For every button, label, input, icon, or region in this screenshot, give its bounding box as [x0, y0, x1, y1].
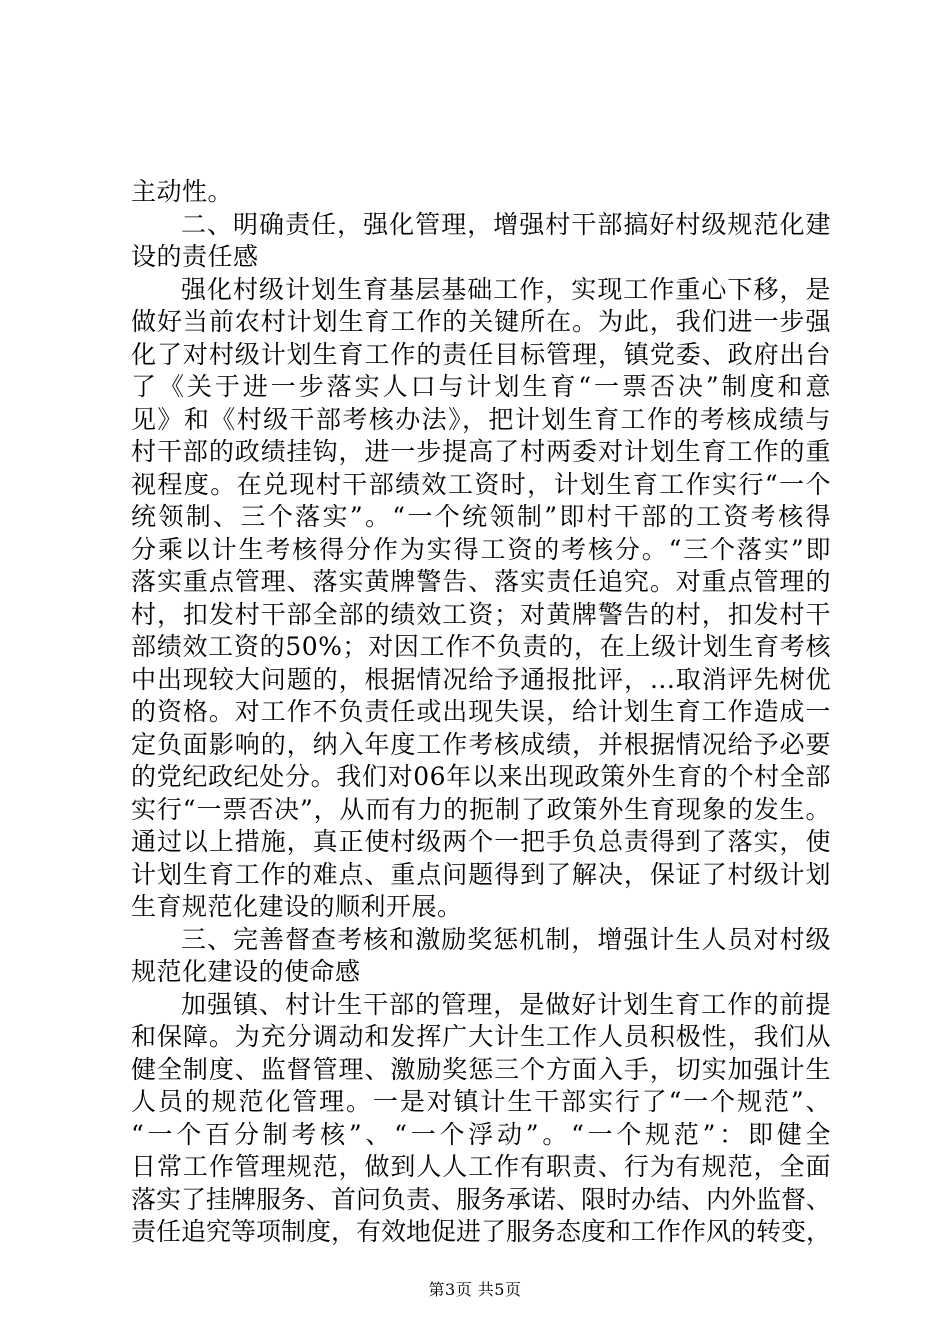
text-line: 设的责任感: [131, 242, 259, 271]
text-line: 和保障。为充分调动和发挥广大计生工作人员积极性，我们从: [131, 1022, 831, 1051]
text-line: 村，扣发村干部全部的绩效工资；对黄牌警告的村，扣发村干: [131, 599, 831, 629]
text-line: 见》和《村级干部考核办法》，把计划生育工作的考核成绩与: [131, 404, 831, 434]
text-line: “一个百分制考核”、“一个浮动”。“一个规范”：即健全: [131, 1119, 831, 1149]
text-line: 统领制、三个落实”。“一个统领制”即村干部的工资考核得: [131, 502, 831, 531]
text-line: 的资格。对工作不负责任或出现失误，给计划生育工作造成一: [131, 697, 831, 726]
text-line: 视程度。在兑现村干部绩效工资时，计划生育工作实行“一个: [131, 469, 831, 499]
text-line: 中出现较大问题的，根据情况给予通报批评，...取消评先树优: [131, 664, 831, 694]
text-line: 强化村级计划生育基层基础工作，实现工作重心下移，是: [181, 274, 831, 304]
text-line: 实行“一票否决”，从而有力的扼制了政策外生育现象的发生。: [131, 794, 831, 824]
text-line: 计划生育工作的难点、重点问题得到了解决，保证了村级计划: [131, 859, 831, 889]
text-line: 健全制度、监督管理、激励奖惩三个方面入手，切实加强计生: [131, 1054, 831, 1084]
text-line: 了《关于进一步落实人口与计划生育“一票否决”制度和意: [131, 372, 831, 401]
text-line: 通过以上措施，真正使村级两个一把手负总责得到了落实，使: [131, 827, 831, 856]
document-body: [131, 176, 831, 1249]
text-line: 加强镇、村计生干部的管理，是做好计划生育工作的前提: [181, 989, 831, 1019]
text-line: 落实了挂牌服务、首问负责、服务承诺、限时办结、内外监督、: [131, 1184, 832, 1214]
text-line: 规范化建设的使命感: [131, 957, 361, 986]
text-line: 三、完善督查考核和激励奖惩机制，增强计生人员对村级: [181, 924, 831, 954]
text-line: 落实重点管理、落实黄牌警告、落实责任追究。对重点管理的: [131, 567, 831, 596]
text-line: 分乘以计生考核得分作为实得工资的考核分。“三个落实”即: [131, 534, 831, 564]
page-footer: 第3页 共5页: [428, 1280, 522, 1299]
text-line: 二、明确责任，强化管理，增强村干部搞好村级规范化建: [181, 209, 831, 239]
text-line: 定负面影响的，纳入年度工作考核成绩，并根据情况给予必要: [131, 729, 831, 759]
text-line: 部绩效工资的50%；对因工作不负责的，在上级计划生育考核: [131, 632, 831, 661]
text-line: 化了对村级计划生育工作的责任目标管理，镇党委、政府出台: [131, 339, 831, 369]
text-line: 的党纪政纪处分。我们对06年以来出现政策外生育的个村全部: [131, 762, 831, 791]
text-line: 人员的规范化管理。一是对镇计生干部实行了“一个规范”、: [131, 1087, 831, 1116]
text-line: 村干部的政绩挂钩，进一步提高了村两委对计划生育工作的重: [131, 437, 831, 466]
text-line: 生育规范化建设的顺利开展。: [131, 892, 463, 921]
text-line: 责任追究等项制度，有效地促进了服务态度和工作作风的转变，: [131, 1217, 832, 1246]
text-line: 做好当前农村计划生育工作的关键所在。为此，我们进一步强: [131, 307, 831, 336]
text-line: 日常工作管理规范，做到人人工作有职责、行为有规范，全面: [131, 1152, 831, 1181]
text-line: 主动性。: [131, 177, 234, 206]
